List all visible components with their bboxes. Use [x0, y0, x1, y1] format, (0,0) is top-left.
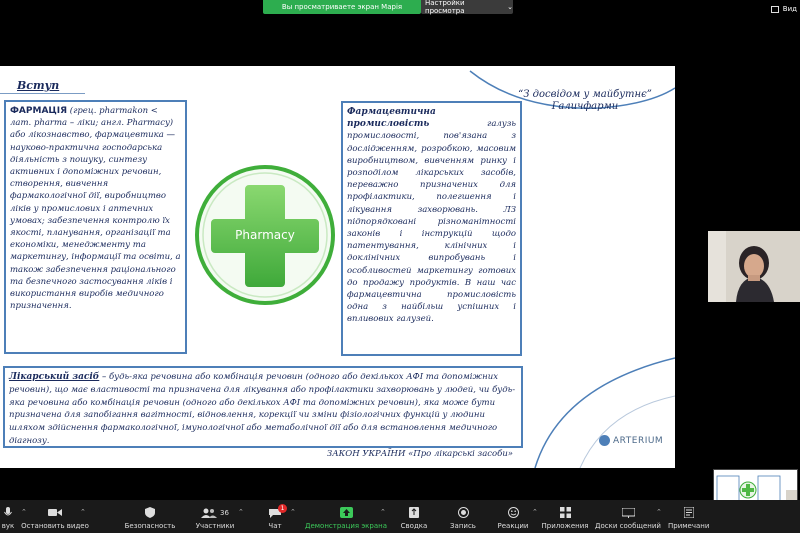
- pharmacy-definition-box: [4, 100, 187, 354]
- video-options-caret[interactable]: ⌃: [80, 508, 86, 516]
- share-screen-icon: [339, 507, 353, 518]
- chat-options-caret[interactable]: ⌃: [290, 508, 296, 516]
- record-label: Запись: [450, 522, 476, 530]
- audio-button[interactable]: [0, 500, 16, 533]
- law-reference: ЗАКОН УКРАЇНИ «Про лікарські засоби»: [326, 448, 513, 459]
- logo-text: Pharmacy: [235, 228, 295, 242]
- chat-unread-badge: 1: [278, 504, 287, 513]
- apps-button[interactable]: [541, 500, 589, 533]
- chat-label: Чат: [268, 522, 282, 530]
- pharmacy-cross-logo: [193, 163, 338, 308]
- brand-text: ARTERIUM: [613, 435, 664, 446]
- slide-title: Вступ: [17, 79, 60, 92]
- audio-options-caret[interactable]: ⌃: [21, 508, 27, 516]
- screen-share-banner: [263, 0, 421, 14]
- whiteboard-icon: [621, 507, 635, 518]
- medicine-definition-text: – будь-яка речовина або комбінація речовин (одного або декількох АФІ та допоміжних речовин), що має властивості та призначена для лікування або профілактики захворювань у людей, чи будь-яка речовина або комбінація речовин (одного або декількох АФІ та допоміжних речовин), яка може бути призначена для запобігання вагітності, відновлення, корекції чи зміни фізіологічних функцій у людини шляхом здійснення фармакологічної, імунологічної або метаболічної дії або для встановлення медичного діагнозу.: [9, 372, 516, 446]
- summary-button[interactable]: [398, 500, 430, 533]
- notes-button[interactable]: [668, 500, 712, 533]
- chevron-down-icon: ⌄: [507, 3, 513, 11]
- audio-label: вук: [1, 522, 15, 530]
- reaction-icon: [506, 507, 520, 518]
- reactions-label: Реакции: [497, 522, 529, 530]
- mic-icon: [1, 507, 15, 518]
- share-screen-label: Демонстрация экрана: [305, 522, 387, 530]
- participants-button[interactable]: [192, 500, 238, 533]
- participants-options-caret[interactable]: ⌃: [238, 508, 244, 516]
- shield-icon: [143, 507, 157, 518]
- security-label: Безопасность: [124, 522, 176, 530]
- participant-video-tile[interactable]: [708, 231, 800, 302]
- apps-label: Приложения: [541, 522, 589, 530]
- summary-icon: [407, 507, 421, 518]
- pharma-industry-box: [341, 101, 522, 356]
- view-layout-button[interactable]: [771, 5, 797, 13]
- view-settings-button[interactable]: [421, 0, 513, 14]
- security-button[interactable]: [122, 500, 178, 533]
- pharma-industry-head: Фармацевтична промисловість: [347, 107, 436, 130]
- stop-video-button[interactable]: [22, 500, 88, 533]
- slide-motto: “З досвідом у майбутнє” Галичфарми: [518, 89, 652, 112]
- share-screen-button[interactable]: [304, 500, 388, 533]
- record-button[interactable]: [448, 500, 478, 533]
- pharmacy-definition-text: (грец. pharmakon < лат. pharma – ліки; англ. Pharmacy) або лікознавство, фармацевтика — науково-практична господарська діяльність з пошуку, синтезу активних і допоміжних речовин, створення, вивчення фармакологічної дії, виробництво ліків у промислових і аптечних умовах; забезпечення контролю їх якості, планування, організації та економіки, менеджменту та маркетингу, інформації та освіти, а також забезпечення раціонального та безпечного застосування ліків і використання виробів медичного призначення.: [10, 106, 181, 312]
- whiteboards-label: Доски сообщений: [595, 522, 661, 530]
- stop-video-label: Остановить видео: [21, 522, 89, 530]
- title-divider: [0, 93, 85, 94]
- participants-icon: [200, 507, 230, 518]
- participant-avatar: [708, 231, 800, 302]
- pharma-industry-text: галузь промисловості, пов'язана з дослідженням, розробкою, масовим виробництвом, вивченням ринку і розподілом лікарських засобів, переважно призначених для профілактики, полегшення і лікування захворювань. ЛЗ підпорядковані різноманітності законів і інструкцій щодо патентування, клінічних і доклінічних випробувань і особливостей маркетингу готових до продажу продуктів. В наш час фармацевтична промисловість одна з найбільш успішних і впливових галузей.: [347, 119, 516, 325]
- meeting-toolbar: [0, 500, 800, 533]
- whiteboards-button[interactable]: [596, 500, 660, 533]
- view-settings-label: Настройки просмотра: [425, 0, 465, 15]
- arterium-logo: [599, 435, 663, 446]
- video-icon: [48, 507, 62, 518]
- medicine-definition-box: [3, 366, 523, 459]
- reactions-options-caret[interactable]: ⌃: [532, 508, 538, 516]
- view-label: Вид: [782, 5, 797, 13]
- participants-label: Участники: [195, 522, 235, 530]
- medicine-definition-head: Лікарський засіб: [9, 372, 100, 382]
- notes-icon: [682, 507, 696, 518]
- shared-slide: [0, 66, 675, 468]
- share-options-caret[interactable]: ⌃: [380, 508, 386, 516]
- pharmacy-definition-head: ФАРМАЦІЯ: [10, 106, 68, 116]
- reactions-button[interactable]: [496, 500, 530, 533]
- participants-count: 36: [220, 508, 229, 517]
- grid-icon: [771, 6, 779, 13]
- record-icon: [456, 507, 470, 518]
- summary-label: Сводка: [400, 522, 428, 530]
- arterium-mark-icon: [599, 435, 610, 446]
- whiteboards-options-caret[interactable]: ⌃: [656, 508, 662, 516]
- apps-icon: [558, 507, 572, 518]
- share-banner-text: Вы просматриваете экран Марія: [281, 3, 403, 11]
- notes-label: Примечани: [668, 522, 710, 530]
